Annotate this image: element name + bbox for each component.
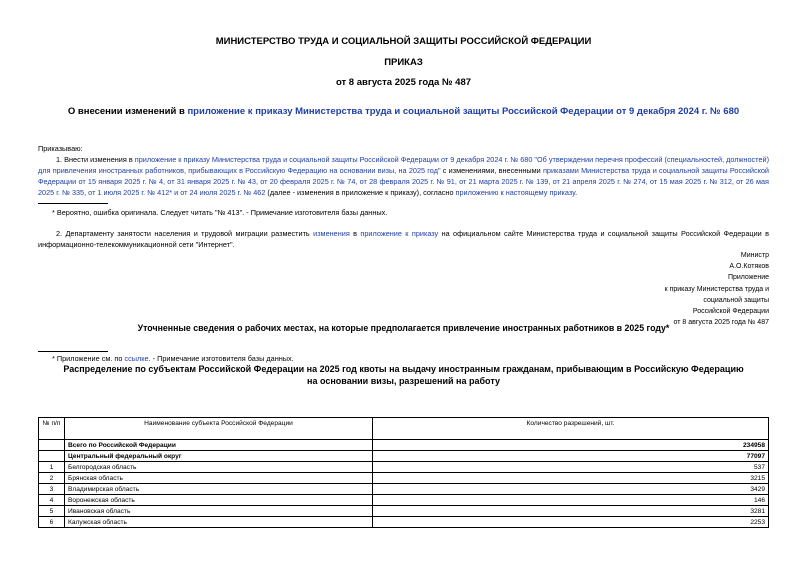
footnote-1: * Вероятно, ошибка оригинала. Следует читать "№ 413". - Примечание изготовителя базы данных. — [52, 208, 388, 217]
appendix-ref-1: Приложение — [727, 274, 769, 282]
row-name: Калужская область — [65, 517, 373, 528]
row-count: 146 — [373, 495, 769, 506]
doc-date: от 8 августа 2025 года № 487 — [335, 77, 472, 88]
row-num — [39, 440, 65, 451]
appendix-ref-5: от 8 августа 2025 года № 487 — [673, 319, 769, 327]
p2-link-appendix[interactable]: приложение к приказу — [360, 229, 439, 238]
subject-link[interactable]: приложение к приказу Министерства труда и социальной защиты Российской Федерации от 9 декабря 2024 г. № 680 — [187, 106, 740, 117]
paragraph-1 — [38, 154, 769, 198]
row-name: Владимирская область — [65, 484, 373, 495]
fn2-text-post: . - Примечание изготовителя базы данных. — [148, 354, 294, 363]
row-num: 3 — [39, 484, 65, 495]
footnote-2 — [52, 353, 294, 364]
p1-text-end: . — [575, 188, 578, 197]
table-row — [39, 506, 769, 517]
row-num: 2 — [39, 473, 65, 484]
row-num — [39, 451, 65, 462]
p1-link-appendix[interactable]: приложению к настоящему приказу — [455, 188, 576, 197]
paragraph-2 — [38, 228, 769, 250]
row-count: 2253 — [373, 517, 769, 528]
header-count: Количество разрешений, шт. — [373, 418, 769, 440]
table-row — [39, 473, 769, 484]
doc-subject — [0, 106, 807, 117]
row-name: Брянская область — [65, 473, 373, 484]
quota-table — [38, 417, 769, 528]
order-word: Приказываю: — [38, 144, 83, 153]
appendix-title: Уточненные сведения о рабочих местах, на которые предполагается привлечение иностранных работников в 2025 году* — [137, 323, 670, 333]
p1-link-orders[interactable]: приказами Министерства труда и социальной защиты Российской Федерации от 15 января 2025 г. № 4, от 31 января 2025 г. № 43, от 20 февраля 2025 г. № 74, от 28 февраля 2025 г. № 91, от 21 марта 2025 г. № 139, от 21 апреля 2025 г. № 274, от 15 мая 2025 г. № 312, от 26 мая 2025 г. № 335, от 1 июля 2025 г. № 412* и от 24 июля 2025 г. № 462 — [38, 166, 769, 197]
table-row — [39, 495, 769, 506]
signature-name: А.О.Котяков — [729, 263, 769, 271]
ministry-heading: МИНИСТЕРСТВО ТРУДА И СОЦИАЛЬНОЙ ЗАЩИТЫ РОССИЙСКОЙ ФЕДЕРАЦИИ — [215, 36, 592, 47]
signature-title: Министр — [740, 252, 769, 259]
table-row — [39, 440, 769, 451]
p1-text-mid: с изменениями, внесенными — [440, 166, 543, 175]
row-num: 5 — [39, 506, 65, 517]
p1-link-order-680[interactable]: приложение к приказу Министерства труда и социальной защиты Российской Федерации от 9 декабря 2024 г. № 680 "Об утверждении перечня профессий (специальностей, должностей) для привлечения иностранных работников, прибывающих в Российскую Федерацию на основании визы, на 2025 год" — [38, 155, 769, 175]
row-name: Белгородская область — [65, 462, 373, 473]
row-num: 6 — [39, 517, 65, 528]
header-num: № п/п — [39, 418, 65, 440]
p2-text-mid: в — [349, 229, 361, 238]
header-name: Наименование субъекта Российской Федерации — [65, 418, 373, 440]
appendix-ref-2: к приказу Министерства труда и — [664, 285, 769, 293]
row-count: 3215 — [373, 473, 769, 484]
table-title: Распределение по субъектам Российской Федерации на 2025 год квоты на выдачу иностранным гражданам, прибывающим в Российскую Федерацию на основании визы, разрешений на работу — [63, 364, 744, 386]
row-count: 3281 — [373, 506, 769, 517]
table-row — [39, 484, 769, 495]
fn2-text: * Приложение см. по — [52, 354, 125, 363]
footnote-separator-2 — [38, 351, 108, 352]
subject-prefix: О внесении изменений в — [67, 106, 188, 117]
row-name: Центральный федеральный округ — [65, 451, 373, 462]
row-num: 4 — [39, 495, 65, 506]
p2-link-changes[interactable]: изменения — [313, 229, 350, 238]
row-count: 537 — [373, 462, 769, 473]
row-count: 77097 — [373, 451, 769, 462]
p2-text: 2. Департаменту занятости населения и трудовой миграции разместить — [56, 229, 314, 238]
p2-text-post: на официальном сайте Министерства труда и социальной защиты Российской Федерации в информационно-телекоммуникационной сети "Интернет". — [38, 229, 769, 249]
row-count: 3429 — [373, 484, 769, 495]
appendix-ref-3: социальной защиты — [703, 296, 769, 304]
table-row — [39, 462, 769, 473]
row-name: Ивановская область — [65, 506, 373, 517]
table-row — [39, 517, 769, 528]
signature-block — [665, 250, 769, 328]
table-row — [39, 451, 769, 462]
footnote-separator — [38, 203, 108, 204]
p1-text-post: (далее - изменения в приложение к приказу), согласно — [265, 188, 456, 197]
row-name: Воронежская область — [65, 495, 373, 506]
appendix-ref-4: Российской Федерации — [692, 308, 769, 316]
p1-text: 1. Внести изменения в — [56, 155, 135, 164]
row-name: Всего по Российской Федерации — [65, 440, 373, 451]
doc-type: ПРИКАЗ — [384, 57, 423, 68]
fn2-link[interactable]: ссылке — [124, 354, 149, 363]
row-count: 234958 — [373, 440, 769, 451]
row-num: 1 — [39, 462, 65, 473]
